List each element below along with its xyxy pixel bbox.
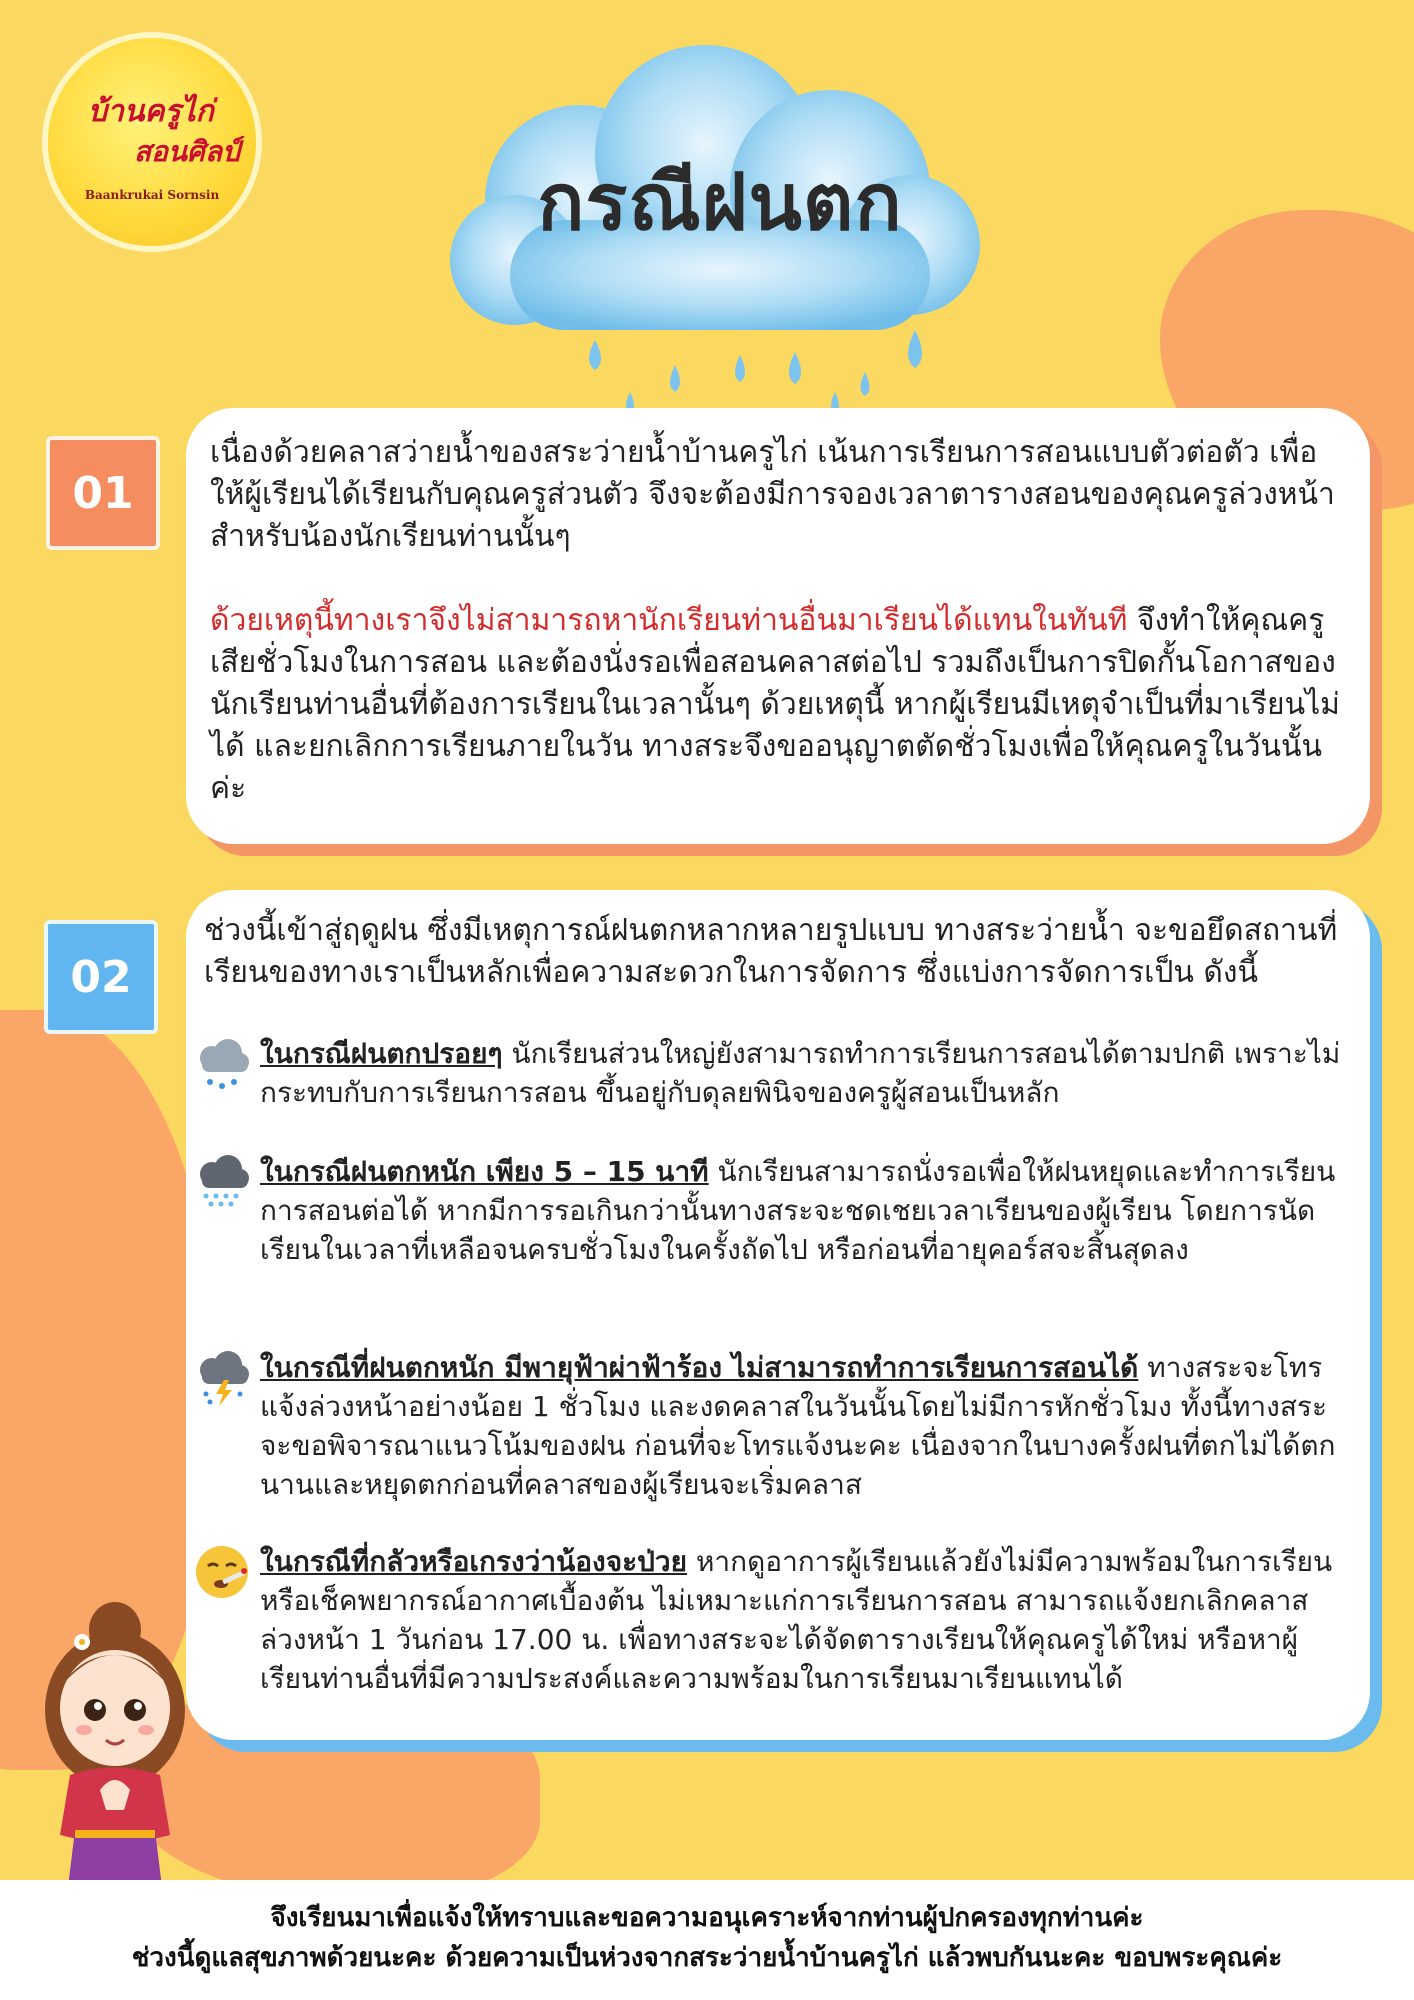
footer-line-1: จึงเรียนมาเพื่อแจ้งให้ทราบและขอความอนุเคราะห์จากท่านผู้ปกครองทุกท่านค่ะ — [270, 1903, 1144, 1933]
rain-case-2-heading: ในกรณีฝนตกหนัก เพียง 5 – 15 นาที — [260, 1155, 709, 1188]
page-title: กรณีฝนตก — [537, 158, 903, 248]
rain-case-4-heading: ในกรณีที่กลัวหรือเกรงว่าน้องจะป่วย — [260, 1545, 688, 1578]
logo — [48, 38, 256, 246]
section-2-intro: ช่วงนี้เข้าสู่ฤดูฝน ซึ่งมีเหตุการณ์ฝนตกหลากหลายรูปแบบ ทางสระว่ายน้ำ จะขอยึดสถานที่เรียนของทางเราเป็นหลักเพื่อความสะดวกในการจัดการ ซึ่งแบ่งการจัดการเป็น ดังนี้ — [204, 913, 1338, 990]
section-1-paragraph-1: เนื่องด้วยคลาสว่ายน้ำของสระว่ายน้ำบ้านครูไก่ เน้นการเรียนการสอนแบบตัวต่อตัว เพื่อให้ผู้เรียนได้เรียนกับคุณครูส่วนตัว จึงจะต้องมีการจองเวลาตารางสอนของคุณครูล่วงหน้า สำหรับน้องนักเรียนท่านนั้นๆ — [210, 435, 1335, 554]
rain-case-3-body: ทางสระจะโทรแจ้งล่วงหน้าอย่างน้อย 1 ชั่วโมง และงดคลาสในวันนั้นโดยไม่มีการหักชั่วโมง ทั้งนี้ทางสระจะขอพิจารณาแนวโน้มของฝน ก่อนที่จะโทรแจ้งนะคะ เนื่องจากในบางครั้งฝนที่ตกไม่ได้ตกนานและหยุดตกก่อนที่คลาสของผู้เรียนจะเริ่มคลาส — [260, 1351, 1336, 1501]
section-1-highlight: ด้วยเหตุนี้ทางเราจึงไม่สามารถหานักเรียนท่านอื่นมาเรียนได้แทนในทันที — [210, 603, 1128, 638]
section-1-paragraph-2 — [210, 600, 1350, 810]
logo-line-3: Baankrukai Sornsin — [84, 188, 220, 202]
thunderstorm-icon — [192, 1350, 252, 1406]
footer — [0, 1880, 1414, 2000]
logo-line-2: สอนศิลป์ — [134, 135, 240, 168]
section-1-badge: 01 — [46, 436, 160, 550]
rain-case-item-1 — [260, 1034, 1350, 1112]
rain-case-item-4 — [260, 1542, 1350, 1698]
footer-line-2: ช่วงนี้ดูแลสุขภาพด้วยนะคะ ด้วยความเป็นห่วงจากสระว่ายน้ำบ้านครูไก่ แล้วพบกันนะคะ ขอบพระคุณค่ะ — [131, 1943, 1283, 1973]
thai-girl-mascot-illustration — [40, 1590, 190, 1910]
rain-case-4-body: หากดูอาการผู้เรียนแล้วยังไม่มีความพร้อมในการเรียนหรือเช็คพยากรณ์อากาศเบื้องต้น ไม่เหมาะแก่การเรียนการสอน สามารถแจ้งยกเลิกคลาสล่วงหน้า 1 วันก่อน 17.00 น. เพื่อทางสระจะได้จัดตารางเรียนให้คุณครูได้ใหม่ หรือหาผู้เรียนท่านอื่นที่มีความประสงค์และความพร้อมในการเรียนมาเรียนแทนได้ — [260, 1545, 1333, 1695]
rain-case-1-heading: ในกรณีฝนตกปรอยๆ — [260, 1037, 503, 1070]
rain-case-1-body: นักเรียนส่วนใหญ่ยังสามารถทำการเรียนการสอนได้ตามปกติ เพราะไม่กระทบกับการเรียนการสอน ขึ้นอยู่กับดุลยพินิจของครูผู้สอนเป็นหลัก — [260, 1037, 1341, 1109]
heavy-rain-icon — [192, 1154, 252, 1210]
sick-face-icon — [192, 1544, 252, 1600]
section-2-badge: 02 — [44, 920, 158, 1034]
logo-line-1: บ้านครูไก่ — [88, 94, 214, 129]
light-rain-icon — [192, 1036, 252, 1092]
section-1-text — [210, 432, 1350, 852]
rain-case-item-3 — [260, 1348, 1350, 1504]
rain-case-item-2 — [260, 1152, 1350, 1269]
rain-case-2-body: นักเรียนสามารถนั่งรอเพื่อให้ฝนหยุดและทำการเรียนการสอนต่อได้ หากมีการรอเกินกว่านั้นทางสระจะชดเชยเวลาเรียนของผู้เรียน โดยการนัดเรียนในเวลาที่เหลือจนครบชั่วโมงในครั้งถัดไป หรือก่อนที่อายุคอร์สจะสิ้นสุดลง — [260, 1155, 1336, 1266]
section-1-paragraph-2-rest: จึงทำให้คุณครูเสียชั่วโมงในการสอน และต้องนั่งรอเพื่อสอนคลาสต่อไป รวมถึงเป็นการปิดกั้นโอกาสของนักเรียนท่านอื่นที่ต้องการเรียนในเวลานั้นๆ ด้วยเหตุนี้ หากผู้เรียนมีเหตุจำเป็นที่มาเรียนไม่ได้ และยกเลิกการเรียนภายในวัน ทางสระจึงขออนุญาตตัดชั่วโมงเพื่อให้คุณครูในวันนั้นค่ะ — [210, 603, 1340, 806]
rain-case-3-heading: ในกรณีที่ฝนตกหนัก มีพายุฟ้าผ่าฟ้าร้อง ไม่สามารถทำการเรียนการสอนได้ — [260, 1351, 1139, 1384]
